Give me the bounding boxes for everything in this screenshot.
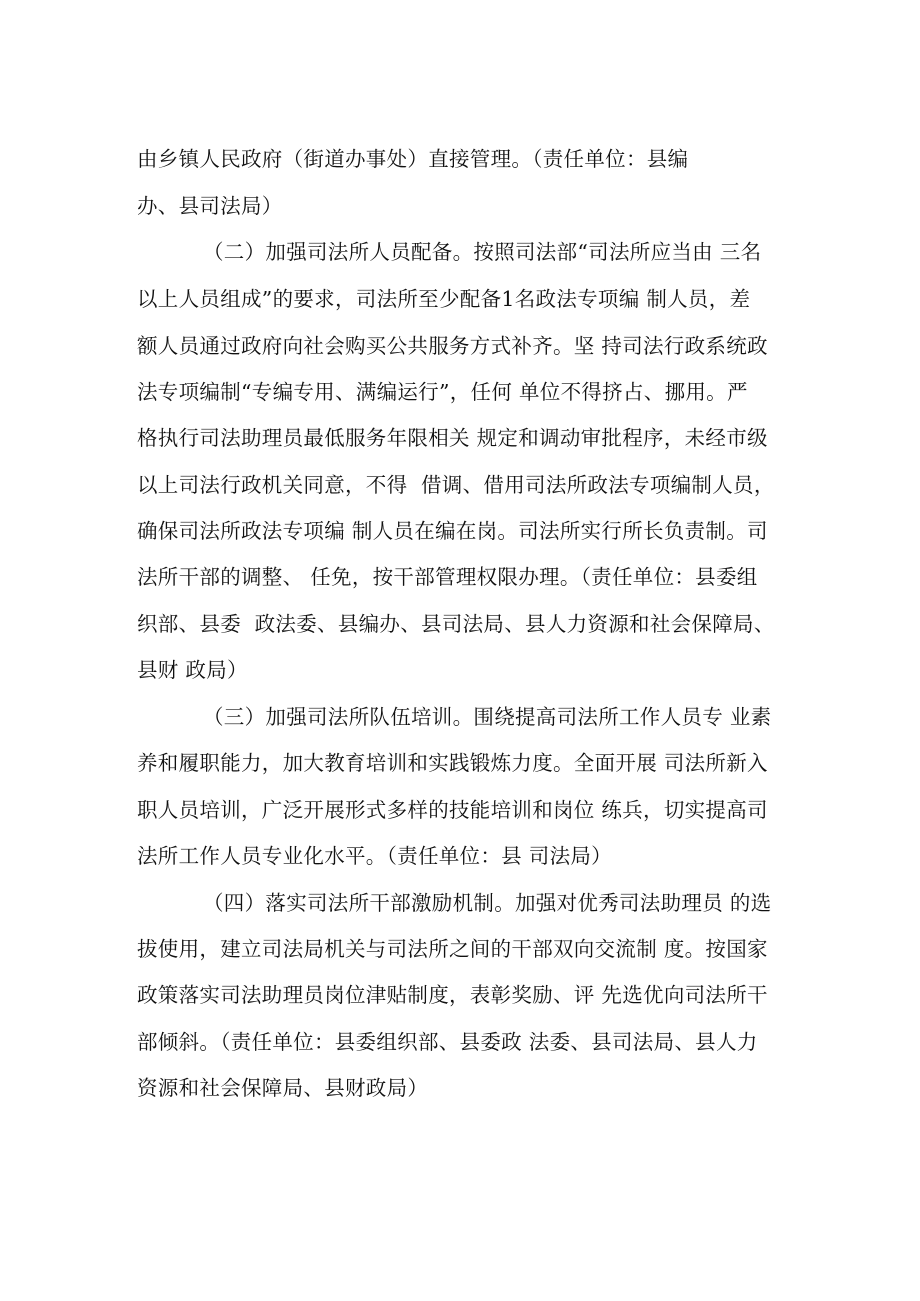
text-line: 确保司法所政法专项编 制人员在编在岗。司法所实行所长负责制。司 <box>137 519 768 543</box>
text-line: 养和履职能力，加大教育培训和实践锻炼力度。全面开展 司法所新入 <box>137 751 768 775</box>
text-line: 由乡镇人民政府（街道办事处）直接管理。（责任单位：县编 <box>137 147 689 171</box>
text-line: 法专项编制“专编专用、满编运行”，任何 单位不得挤占、挪用。严 <box>137 380 748 404</box>
text-line: 法所干部的调整、 任免，按干部管理权限办理。（责任单位：县委组 <box>137 565 758 589</box>
text-line: 政策落实司法助理员岗位津贴制度，表彰奖励、评 先选优向司法所干 <box>137 983 768 1007</box>
paragraph-2-heading-line: （二）加强司法所人员配备。按照司法部“司法所应当由 三名 <box>203 240 762 264</box>
text-line: 县财 政局） <box>137 658 248 682</box>
paragraph-4-heading-line: （四）落实司法所干部激励机制。加强对优秀司法助理员 的选 <box>203 891 772 915</box>
paragraph-3-heading-line: （三）加强司法所队伍培训。围绕提高司法所工作人员专 业素 <box>203 705 772 729</box>
text-line: 部倾斜。（责任单位：县委组织部、县委政 法委、县司法局、县人力 <box>137 1030 758 1054</box>
text-line: 额人员通过政府向社会购买公共服务方式补齐。坚 持司法行政系统政 <box>137 334 768 358</box>
text-line: 格执行司法助理员最低服务年限相关 规定和调动审批程序，未经市级 <box>137 426 768 450</box>
text-line: 拔使用，建立司法局机关与司法所之间的干部双向交流制 度。按国家 <box>137 937 768 961</box>
text-line: 织部、县委 政法委、县编办、县司法局、县人力资源和社会保障局、 <box>137 612 775 636</box>
text-line: 以上人员组成”的要求，司法所至少配备1名政法专项编 制人员，差 <box>137 287 751 311</box>
text-line: 职人员培训，广泛开展形式多样的技能培训和岗位 练兵，切实提高司 <box>137 798 768 822</box>
text-line: 法所工作人员专业化水平。（责任单位：县 司法局） <box>137 844 612 868</box>
text-line: 办、县司法局） <box>137 194 283 218</box>
text-line: 资源和社会保障局、县财政局） <box>137 1076 429 1100</box>
text-line: 以上司法行政机关同意，不得 借调、借用司法所政法专项编制人员， <box>137 473 775 497</box>
